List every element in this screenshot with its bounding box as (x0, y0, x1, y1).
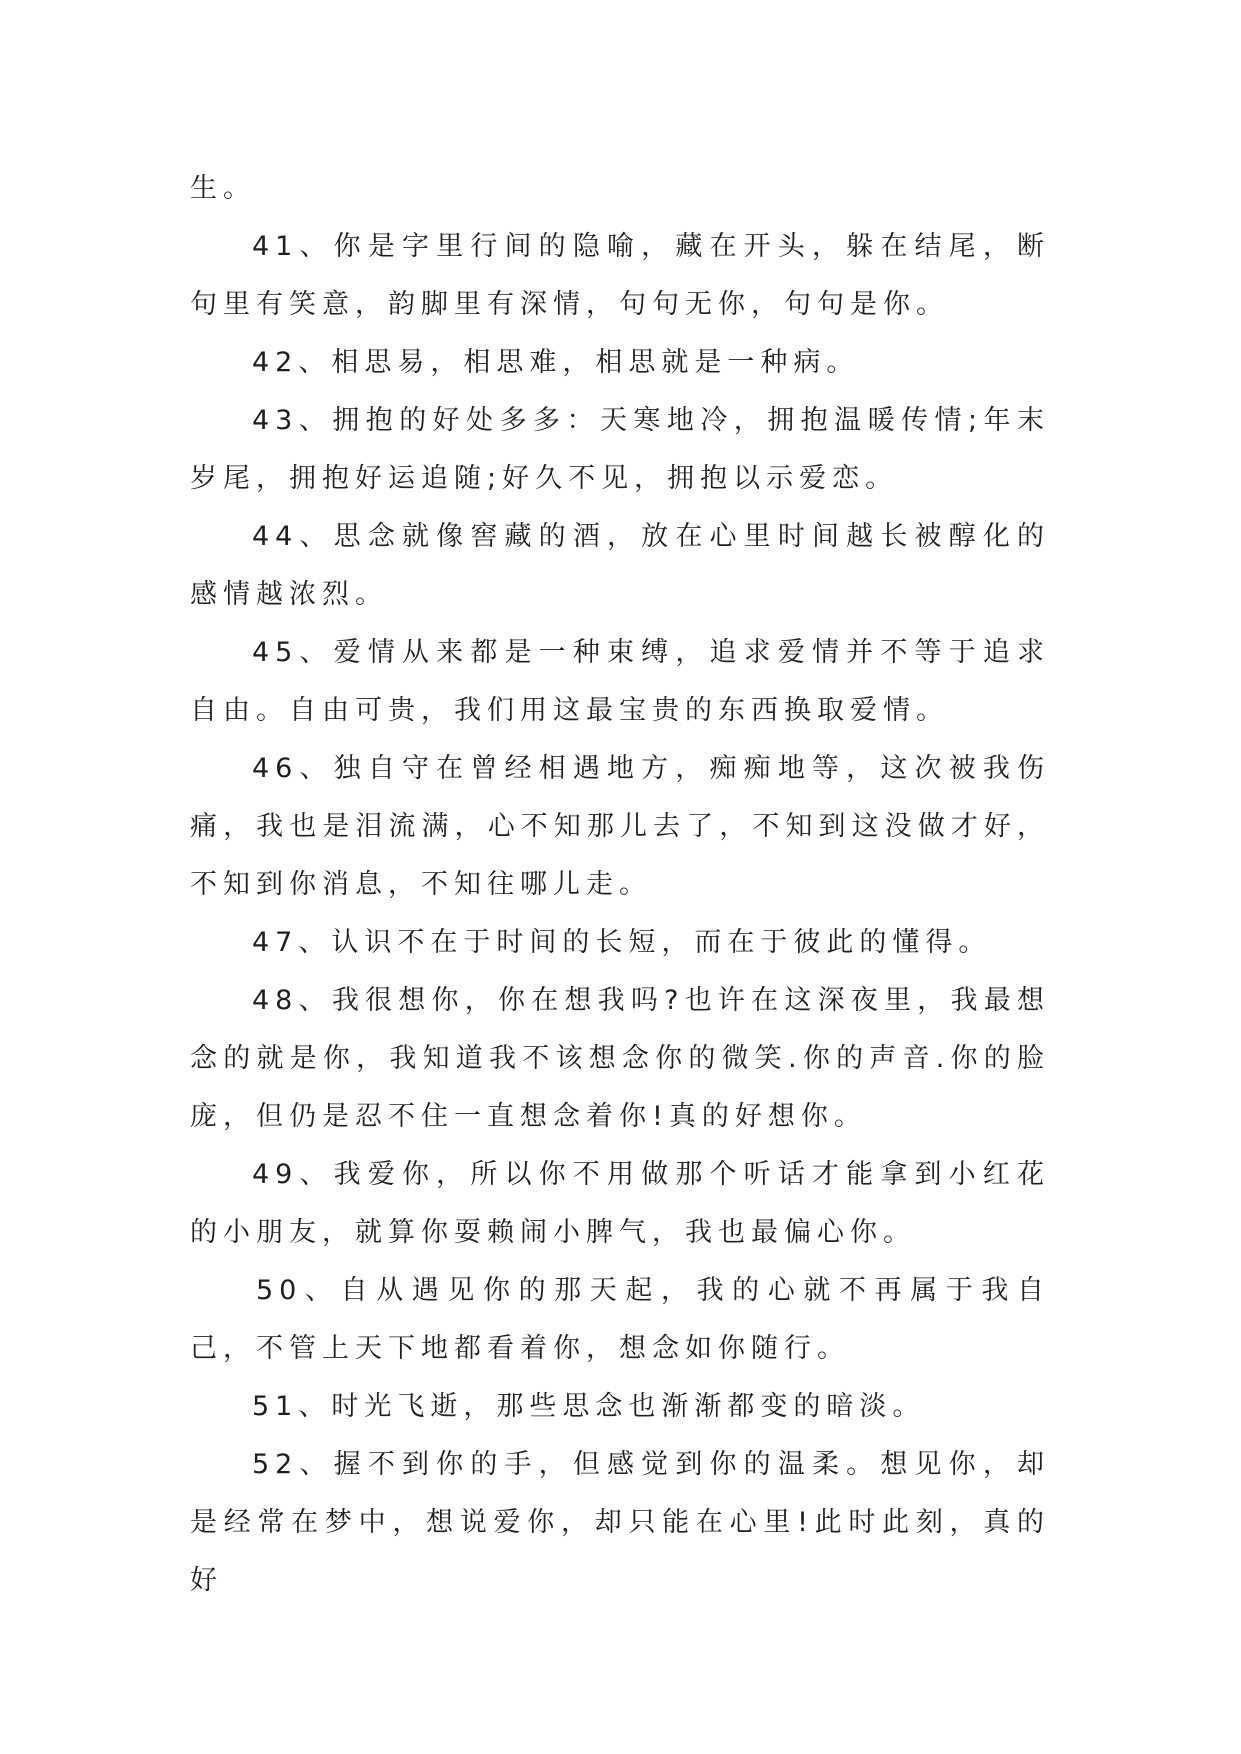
paragraph-52: 52、握不到你的手，但感觉到你的温柔。想见你，却是经常在梦中，想说爱你，却只能在心里!此时此刻，真的好 (190, 1449, 1050, 1596)
paragraph-47: 47、认识不在于时间的长短，而在于彼此的懂得。 (252, 927, 992, 958)
paragraph-42: 42、相思易，相思难，相思就是一种病。 (252, 347, 860, 378)
paragraph-50: 50、自从遇见你的那天起，我的心就不再属于我自己，不管上天下地都看着你，想念如你随行。 (190, 1275, 1050, 1364)
paragraph-46: 46、独自守在曾经相遇地方，痴痴地等，这次被我伤痛，我也是泪流满，心不知那儿去了，不知到这没做才好，不知到你消息，不知往哪儿走。 (190, 753, 1050, 900)
paragraph-41: 41、你是字里行间的隐喻，藏在开头，躲在结尾，断句里有笑意，韵脚里有深情，句句无你，句句是你。 (190, 231, 1050, 320)
paragraph-51: 51、时光飞逝，那些思念也渐渐都变的暗淡。 (252, 1391, 926, 1422)
paragraph-45: 45、爱情从来都是一种束缚，追求爱情并不等于追求自由。自由可贵，我们用这最宝贵的东西换取爱情。 (190, 637, 1050, 726)
paragraph-43: 43、拥抱的好处多多：天寒地冷，拥抱温暖传情;年末岁尾，拥抱好运追随;好久不见，拥抱以示爱恋。 (190, 405, 1050, 494)
paragraph-48: 48、我很想你，你在想我吗?也许在这深夜里，我最想念的就是你，我知道我不该想念你的微笑.你的声音.你的脸庞，但仍是忍不住一直想念着你!真的好想你。 (190, 985, 1050, 1132)
paragraph-49: 49、我爱你，所以你不用做那个听话才能拿到小红花的小朋友，就算你耍赖闹小脾气，我也最偏心你。 (190, 1159, 1050, 1248)
paragraph-continuation: 生。 (190, 173, 256, 204)
paragraph-44: 44、思念就像窖藏的酒，放在心里时间越长被醇化的感情越浓烈。 (190, 521, 1050, 610)
document-body (190, 160, 1050, 1610)
